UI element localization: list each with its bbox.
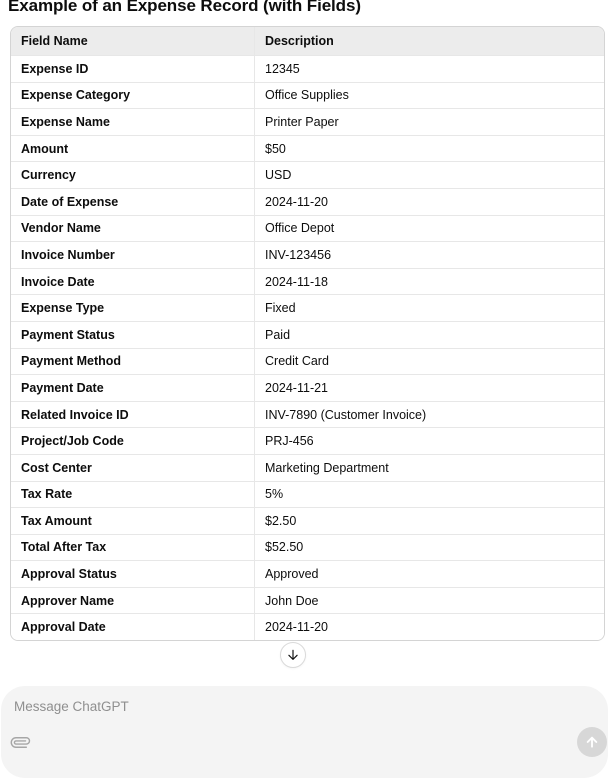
table-row [11, 135, 604, 162]
description-cell: Office Supplies [254, 82, 604, 109]
field-name-cell: Invoice Date [11, 268, 254, 295]
description-cell: Approved [254, 560, 604, 587]
description-cell: 2024-11-20 [254, 188, 604, 215]
description-cell: INV-123456 [254, 241, 604, 268]
table-header [11, 27, 604, 55]
description-cell: $52.50 [254, 534, 604, 561]
field-name-cell: Approval Date [11, 613, 254, 640]
field-name-cell: Expense Type [11, 294, 254, 321]
field-name-cell: Vendor Name [11, 215, 254, 242]
description-cell: PRJ-456 [254, 427, 604, 454]
field-name-cell: Expense ID [11, 55, 254, 82]
expense-record-table-container [10, 26, 605, 641]
description-cell: 2024-11-18 [254, 268, 604, 295]
field-name-cell: Expense Category [11, 82, 254, 109]
table-row [11, 560, 604, 587]
description-cell: Marketing Department [254, 454, 604, 481]
description-cell: USD [254, 161, 604, 188]
expense-record-table [11, 27, 604, 640]
table-body [11, 55, 604, 640]
table-row [11, 454, 604, 481]
attach-file-button[interactable] [8, 730, 32, 754]
description-cell: Fixed [254, 294, 604, 321]
field-name-cell: Tax Rate [11, 481, 254, 508]
table-row [11, 268, 604, 295]
table-row [11, 401, 604, 428]
field-name-cell: Invoice Number [11, 241, 254, 268]
column-header-field-name: Field Name [11, 27, 254, 55]
table-row [11, 188, 604, 215]
column-header-description: Description [254, 27, 604, 55]
table-row [11, 321, 604, 348]
field-name-cell: Date of Expense [11, 188, 254, 215]
table-row [11, 161, 604, 188]
field-name-cell: Cost Center [11, 454, 254, 481]
field-name-cell: Expense Name [11, 108, 254, 135]
description-cell: Credit Card [254, 348, 604, 375]
description-cell: 5% [254, 481, 604, 508]
field-name-cell: Payment Method [11, 348, 254, 375]
description-cell: 2024-11-21 [254, 374, 604, 401]
description-cell: $2.50 [254, 507, 604, 534]
description-cell: Paid [254, 321, 604, 348]
message-composer [1, 686, 608, 778]
table-row [11, 241, 604, 268]
message-input[interactable] [1, 686, 608, 724]
description-cell: Printer Paper [254, 108, 604, 135]
table-row [11, 587, 604, 614]
description-cell: INV-7890 (Customer Invoice) [254, 401, 604, 428]
table-row [11, 55, 604, 82]
field-name-cell: Project/Job Code [11, 427, 254, 454]
table-row [11, 108, 604, 135]
description-cell: $50 [254, 135, 604, 162]
table-row [11, 481, 604, 508]
field-name-cell: Payment Date [11, 374, 254, 401]
field-name-cell: Currency [11, 161, 254, 188]
field-name-cell: Related Invoice ID [11, 401, 254, 428]
table-row [11, 82, 604, 109]
table-row [11, 348, 604, 375]
field-name-cell: Approval Status [11, 560, 254, 587]
table-row [11, 534, 604, 561]
table-row [11, 215, 604, 242]
description-cell: 12345 [254, 55, 604, 82]
description-cell: Office Depot [254, 215, 604, 242]
send-message-button[interactable] [577, 727, 607, 757]
table-row [11, 507, 604, 534]
table-row [11, 374, 604, 401]
table-header-row [11, 27, 604, 55]
table-row [11, 613, 604, 640]
page-title: Example of an Expense Record (with Fields) [8, 0, 361, 15]
paperclip-icon [11, 733, 30, 752]
field-name-cell: Approver Name [11, 587, 254, 614]
description-cell: John Doe [254, 587, 604, 614]
arrow-down-icon [286, 648, 300, 662]
field-name-cell: Tax Amount [11, 507, 254, 534]
field-name-cell: Payment Status [11, 321, 254, 348]
arrow-up-icon [584, 734, 600, 750]
description-cell: 2024-11-20 [254, 613, 604, 640]
field-name-cell: Amount [11, 135, 254, 162]
scroll-to-bottom-button[interactable] [280, 642, 306, 668]
field-name-cell: Total After Tax [11, 534, 254, 561]
table-row [11, 294, 604, 321]
table-row [11, 427, 604, 454]
